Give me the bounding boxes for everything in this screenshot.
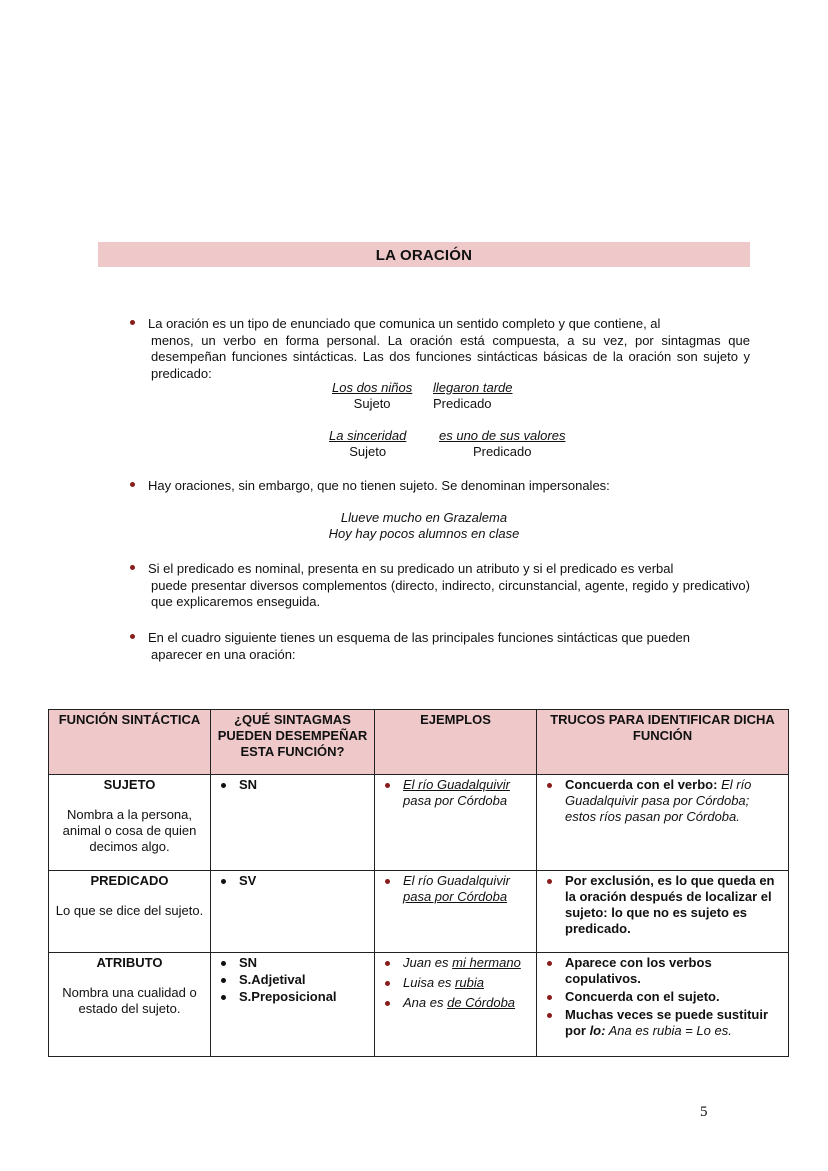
examples-cell [375, 953, 537, 1057]
tricks-cell [537, 775, 789, 871]
phrase-item: S.Preposicional [217, 989, 368, 1005]
example-predicate-text: es uno de sus valores [439, 428, 566, 443]
paragraph-continuation: puede presentar diversos complementos (directo, indirecto, circunstancial, agente, regido y predicativo) que explicaremos enseguida. [151, 577, 750, 609]
function-description: Nombra a la persona, animal o cosa de quien decimos algo. [62, 807, 197, 854]
function-description: Nombra una cualidad o estado del sujeto. [62, 985, 197, 1016]
header-tricks: TRUCOS PARA IDENTIFICAR DICHA FUNCIÓN [537, 710, 789, 775]
table-row-predicado [49, 871, 789, 953]
function-cell [49, 775, 211, 871]
table-row-atributo [49, 953, 789, 1057]
bullet-icon [130, 320, 135, 325]
function-name: PREDICADO [90, 873, 169, 888]
phrases-cell [211, 775, 375, 871]
paragraph-table-intro [130, 630, 750, 663]
trick-item: Concuerda con el verbo: El río Guadalquivir pasa por Córdoba; estos ríos pasan por Córdoba. [543, 777, 782, 825]
impersonal-example-2: Hoy hay pocos alumnos en clase [328, 526, 520, 541]
paragraph-continuation: aparecer en una oración: [151, 646, 296, 662]
paragraph-line: Si el predicado es nominal, presenta en su predicado un atributo y si el predicado es verbal [148, 561, 674, 576]
section-title: LA ORACIÓN [98, 242, 750, 267]
trick-item: Por exclusión, es lo que queda en la oración después de localizar el sujeto: lo que no es sujeto es predicado. [543, 873, 782, 937]
paragraph-definition [130, 316, 750, 382]
phrases-cell [211, 871, 375, 953]
trick-item: Concuerda con el sujeto. [543, 989, 782, 1005]
phrases-cell [211, 953, 375, 1057]
function-cell [49, 953, 211, 1057]
example-subject-label: Sujeto [353, 396, 391, 411]
paragraph-impersonal [130, 478, 750, 495]
phrase-item: SV [217, 873, 368, 889]
phrase-item: SN [217, 955, 368, 971]
example-subject-2 [329, 428, 406, 460]
header-examples: EJEMPLOS [375, 710, 537, 775]
function-description: Lo que se dice del sujeto. [55, 903, 204, 918]
tricks-cell [537, 871, 789, 953]
functions-table [48, 709, 789, 1057]
example-subject-1 [332, 380, 412, 412]
page-number: 5 [700, 1104, 708, 1120]
table-header-row [49, 710, 789, 775]
example-predicate-label: Predicado [433, 396, 492, 411]
examples-cell [375, 871, 537, 953]
example-item: El río Guadalquivir pasa por Córdoba [381, 777, 530, 809]
paragraph-continuation: menos, un verbo en forma personal. La oración está compuesta, a su vez, por sintagmas que desempeñan funciones sintácticas. Las dos funciones sintácticas básicas de la oración son sujeto y predicado: [151, 332, 750, 381]
paragraph-line: Hay oraciones, sin embargo, que no tienen sujeto. Se denominan impersonales: [148, 478, 610, 493]
phrase-item: S.Adjetival [217, 972, 368, 988]
example-item: Luisa es rubia [381, 975, 530, 991]
example-subject-text: Los dos niños [332, 380, 413, 395]
example-predicate-label: Predicado [472, 444, 532, 459]
function-name: SUJETO [103, 777, 156, 792]
header-function: FUNCIÓN SINTÁCTICA [49, 710, 211, 775]
tricks-cell [537, 953, 789, 1057]
function-name: ATRIBUTO [96, 955, 163, 970]
example-subject-label: Sujeto [349, 444, 387, 459]
trick-item: Muchas veces se puede sustituir por lo: Ana es rubia = Lo es. [543, 1007, 782, 1039]
example-item: El río Guadalquivir pasa por Córdoba [381, 873, 530, 905]
phrase-item: SN [217, 777, 368, 793]
paragraph-line: La oración es un tipo de enunciado que comunica un sentido completo y que contiene, al [148, 316, 661, 331]
trick-item: Aparece con los verbos copulativos. [543, 955, 782, 987]
bullet-icon [130, 565, 135, 570]
bullet-icon [130, 482, 135, 487]
bullet-icon [130, 634, 135, 639]
example-subject-text: La sinceridad [329, 428, 407, 443]
example-item: Juan es mi hermano [381, 955, 530, 971]
example-predicate-1 [433, 380, 513, 412]
function-cell [49, 871, 211, 953]
examples-cell [375, 775, 537, 871]
example-predicate-text: llegaron tarde [433, 380, 513, 395]
header-phrases: ¿QUÉ SINTAGMAS PUEDEN DESEMPEÑAR ESTA FUNCIÓN? [211, 710, 375, 775]
example-predicate-2 [439, 428, 565, 460]
example-item: Ana es de Córdoba [381, 995, 530, 1011]
paragraph-predicate-types [130, 561, 750, 611]
table-row-sujeto [49, 775, 789, 871]
paragraph-line: En el cuadro siguiente tienes un esquema de las principales funciones sintácticas que pueden [148, 630, 691, 645]
impersonal-example-1: Llueve mucho en Grazalema [340, 510, 508, 525]
